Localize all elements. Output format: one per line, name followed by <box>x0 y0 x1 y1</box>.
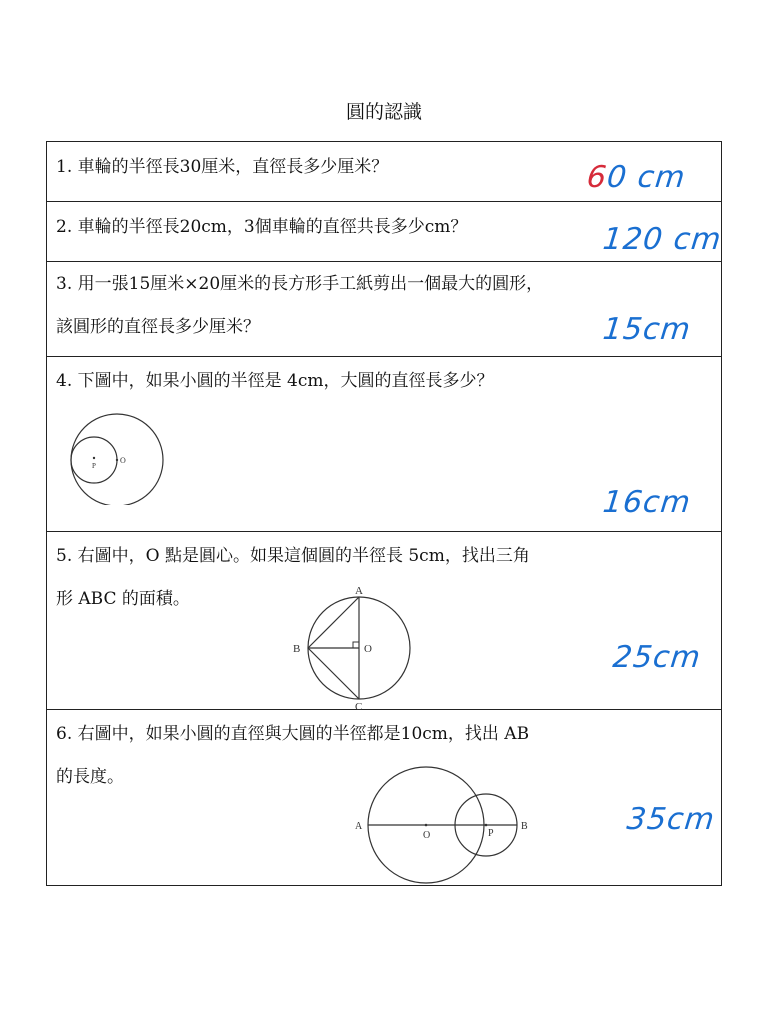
small-circle <box>71 437 117 483</box>
question-text-line-2: 的長度。 <box>56 767 124 787</box>
question-row-6 <box>47 710 721 885</box>
label-o: O <box>120 456 126 465</box>
label-p: P <box>92 462 96 470</box>
page-title: 圓的認識 <box>345 101 422 123</box>
label-a: A <box>355 821 363 832</box>
question-text-line-2: 形 ABC 的面積。 <box>56 589 190 609</box>
label-c: C <box>355 701 363 712</box>
question-text: 1. 車輪的半徑長30厘米，直徑長多少厘米？ <box>56 157 389 177</box>
question-text: 2. 車輪的半徑長20cm，3個車輪的直徑共長多少cm？ <box>56 217 468 237</box>
answer-rest: 0 cm <box>605 160 688 195</box>
question-row-4 <box>47 357 721 532</box>
label-o: O <box>423 830 431 841</box>
side-ab <box>308 597 359 648</box>
question-row-5 <box>47 532 721 710</box>
handwritten-answer <box>585 160 687 195</box>
label-b: B <box>521 821 528 832</box>
handwritten-answer: 15cm <box>601 312 693 347</box>
handwritten-answer: 16cm <box>601 485 693 520</box>
question-row-3 <box>47 262 721 357</box>
question-text-line-1: 6. 右圖中，如果小圓的直徑與大圓的半徑都是10cm，找出 AB <box>56 724 530 744</box>
label-a: A <box>355 585 363 597</box>
question-row-1 <box>47 142 721 202</box>
triangle-in-circle-figure <box>287 582 417 712</box>
label-b: B <box>293 643 301 655</box>
handwritten-answer: 120 cm <box>601 222 724 257</box>
right-angle-mark <box>353 642 359 648</box>
question-text-line-2: 該圓形的直徑長多少厘米？ <box>56 317 260 337</box>
label-p: P <box>488 828 494 839</box>
two-circles-figure <box>347 766 537 884</box>
point-p <box>485 824 488 827</box>
question-text: 4. 下圖中，如果小圓的半徑是 4cm，大圓的直徑長多少？ <box>56 371 494 391</box>
handwritten-answer: 35cm <box>625 802 717 837</box>
side-bc <box>308 648 359 699</box>
circles-figure <box>67 405 167 505</box>
question-text-line-1: 5. 右圖中，O 點是圓心。如果這個圓的半徑長 5cm，找出三角 <box>56 546 530 566</box>
point-o <box>425 824 428 827</box>
answer-corrected-digit: 6 <box>585 160 609 195</box>
center-p-dot <box>93 457 95 459</box>
question-text-line-1: 3. 用一張15厘米×20厘米的長方形手工紙剪出一個最大的圓形， <box>56 274 544 294</box>
label-o: O <box>364 643 372 655</box>
question-row-2 <box>47 202 724 262</box>
center-o-dot <box>116 459 118 461</box>
worksheet-table <box>46 141 722 886</box>
handwritten-answer: 25cm <box>611 640 703 675</box>
